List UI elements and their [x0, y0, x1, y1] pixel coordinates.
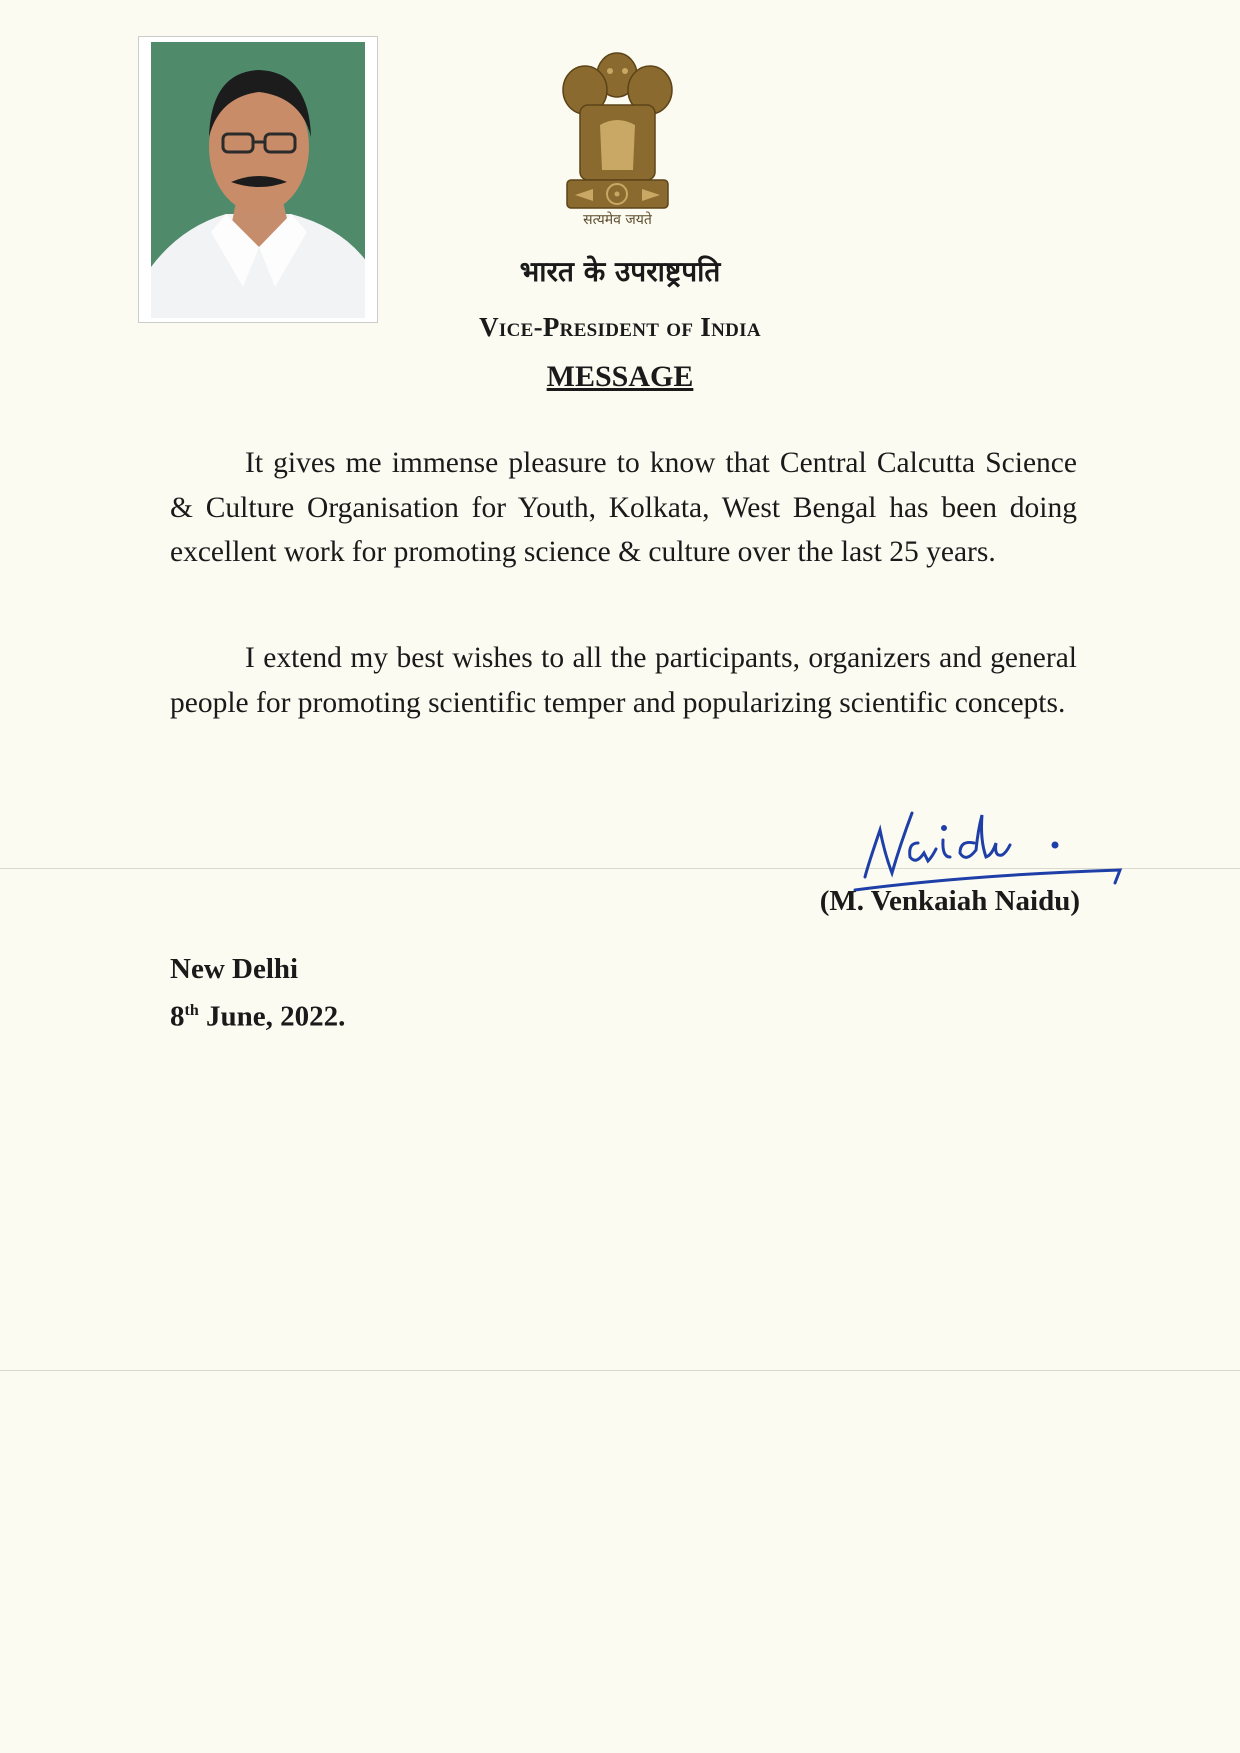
- message-heading: MESSAGE: [546, 360, 694, 393]
- signatory-name: (M. Venkaiah Naidu): [819, 885, 1080, 917]
- title-english: Vice-President of India: [479, 312, 761, 342]
- place-date-block: [170, 948, 345, 1038]
- portrait-photo: [138, 36, 378, 323]
- place: New Delhi: [170, 953, 299, 985]
- date: [170, 990, 345, 1038]
- message-paragraph-1: It gives me immense pleasure to know that Central Calcutta Science & Culture Organisation for Youth, Kolkata, West Bengal has been doing excellent work for promoting science & culture over the last 25 years.: [170, 447, 1077, 568]
- date-suffix: th: [184, 1002, 199, 1019]
- date-rest: June, 2022.: [198, 1000, 346, 1033]
- message-paragraph-2: I extend my best wishes to all the participants, organizers and general people for promoting scientific temper and popularizing scientific concepts.: [170, 642, 1077, 719]
- paper-fold-line: [0, 1370, 1240, 1371]
- national-emblem-icon: [555, 45, 680, 230]
- title-hindi: भारत के उपराष्ट्रपति: [519, 255, 721, 288]
- emblem-motto: सत्यमेव जयते: [583, 212, 652, 228]
- portrait-figure: [151, 42, 365, 318]
- date-day: 8: [170, 1000, 185, 1033]
